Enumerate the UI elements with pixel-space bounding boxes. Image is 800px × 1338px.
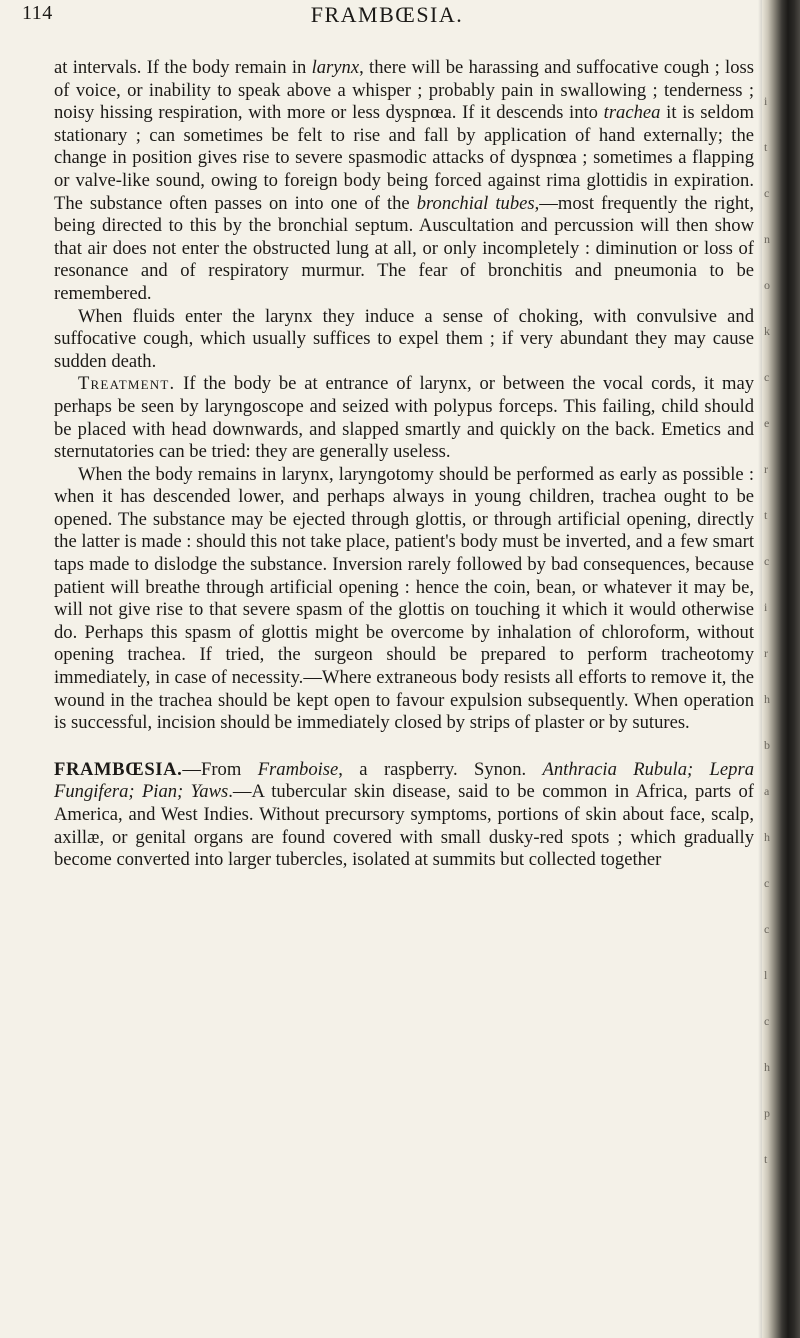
- bleed-glyph: c: [764, 1014, 770, 1028]
- text-run: —From: [182, 758, 258, 780]
- bleed-glyph: a: [764, 784, 770, 798]
- bleed-glyph: h: [764, 692, 770, 706]
- bleed-glyph: i: [764, 94, 768, 108]
- italic-term: trachea: [603, 102, 661, 124]
- italic-term: Framboise: [257, 758, 339, 780]
- text-run: If the body be at entrance of larynx, or between the vocal cords, it may perhaps be seen by laryngoscope and seized with polypus forceps. This failing, child should be placed with head downwards, and slapped smartly and quickly on the back. Emetics and sternutatories can be tried: they are generally useless.: [54, 373, 754, 463]
- paragraph-treatment: [54, 373, 754, 463]
- bleed-glyph: c: [764, 922, 770, 936]
- bleed-glyph: p: [764, 1106, 770, 1120]
- paragraph-laryngotomy: When the body remains in larynx, laryngotomy should be performed as early as possible : when it has descended lower, and perhaps always in young children, trachea ought to be opened. The substance may be ejected through glottis, or through artificial opening, directly the latter is made : should this not take place, patient's body must be inverted, and a few smart taps made to dislodge the substance. Inversion rarely followed by bad consequences, because patient will breathe through artificial opening : hence the coin, bean, or whatever it may be, will not give rise to that severe spasm of the glottis on touching it which it would otherwise do. Perhaps this spasm of glottis might be overcome by inhalation of chloroform, without opening trachea. If tried, the surgeon should be prepared to perform tracheotomy immediately, in case of necessity.—Where extraneous body resists all efforts to remove it, the wound in the trachea should be kept open to favour expulsion subsequently. When operation is successful, incision should be immediately closed by strips of plaster or by sutures.: [54, 463, 754, 734]
- paragraph-fluids: When fluids enter the larynx they induce a sense of choking, with convulsive and suffocative cough, which usually suffices to expel them ; if very abundant they may cause sudden death.: [54, 305, 754, 372]
- bleed-glyph: h: [764, 1060, 770, 1074]
- bleed-glyph: e: [764, 416, 770, 430]
- italic-term: Anthracia Rubula; Lepra Fungifera; Pian; Yaws: [54, 758, 754, 803]
- page-body: [54, 57, 754, 872]
- entry-frambaesia: [54, 759, 754, 872]
- bleed-glyph: h: [764, 830, 770, 844]
- page-header: [22, 2, 752, 32]
- bleed-glyph: c: [764, 554, 770, 568]
- italic-term: bronchial tubes: [416, 192, 535, 214]
- paragraph-foreign-body-symptoms: [54, 57, 754, 306]
- text-run: , a raspberry. Synon.: [338, 758, 543, 780]
- bleed-glyph: o: [764, 278, 770, 292]
- text-run: at intervals. If the body remain in: [54, 57, 312, 78]
- bleed-glyph: c: [764, 186, 770, 200]
- bleed-glyph: i: [764, 600, 768, 614]
- bleed-glyph: k: [764, 324, 770, 338]
- italic-term: larynx: [311, 57, 360, 78]
- bleed-glyph: r: [764, 646, 768, 660]
- running-title: FRAMBŒSIA.: [310, 2, 464, 27]
- bleed-glyph: t: [764, 140, 768, 154]
- bleed-glyph: c: [764, 876, 770, 890]
- text-run: , there will be harassing and suffocative cough ; loss of voice, or inability to speak above a whisper ; probably pain in swallowing ; tenderness ; noisy hissing respiration, with more or less dyspnœa. If it descends into: [54, 57, 754, 124]
- entry-headword: FRAMBŒSIA.: [54, 758, 183, 780]
- bleed-glyph: t: [764, 1152, 768, 1166]
- bleed-glyph: c: [764, 370, 770, 384]
- bleed-glyph: l: [764, 968, 768, 982]
- text-run: .—A tubercular skin disease, said to be common in Africa, parts of America, and West Indies. Without precursory symptoms, portions of skin about face, scalp, axillæ, or genital organs are found covered with small dusky-red spots ; which gradually become converted into larger tubercles, isolated at summits but collected together: [54, 781, 754, 871]
- treatment-label: Treatment.: [78, 373, 176, 395]
- bleed-glyph: r: [764, 462, 768, 476]
- bleed-glyph: n: [764, 232, 770, 246]
- text-run: it is seldom stationary ; can sometimes be felt to rise and fall by application of hand externally; the change in position gives rise to severe spasmodic attacks of dyspnœa ; sometimes a flapping or valve-like sound, owing to foreign body being forced against rima glottidis in expiration. The substance often passes on into one of the: [54, 102, 754, 214]
- bleed-glyph: b: [764, 738, 770, 752]
- text-run: ,—most frequently the right, being directed to this by the bronchial septum. Auscultation and percussion will then show that air does not enter the obstructed lung at all, or only incompletely : diminution or loss of resonance and of respiratory murmur. The fear of bronchitis and pneumonia to be remembered.: [54, 192, 754, 304]
- bleed-glyph: t: [764, 508, 768, 522]
- book-gutter: [762, 0, 800, 1338]
- page-number: 114: [22, 2, 53, 24]
